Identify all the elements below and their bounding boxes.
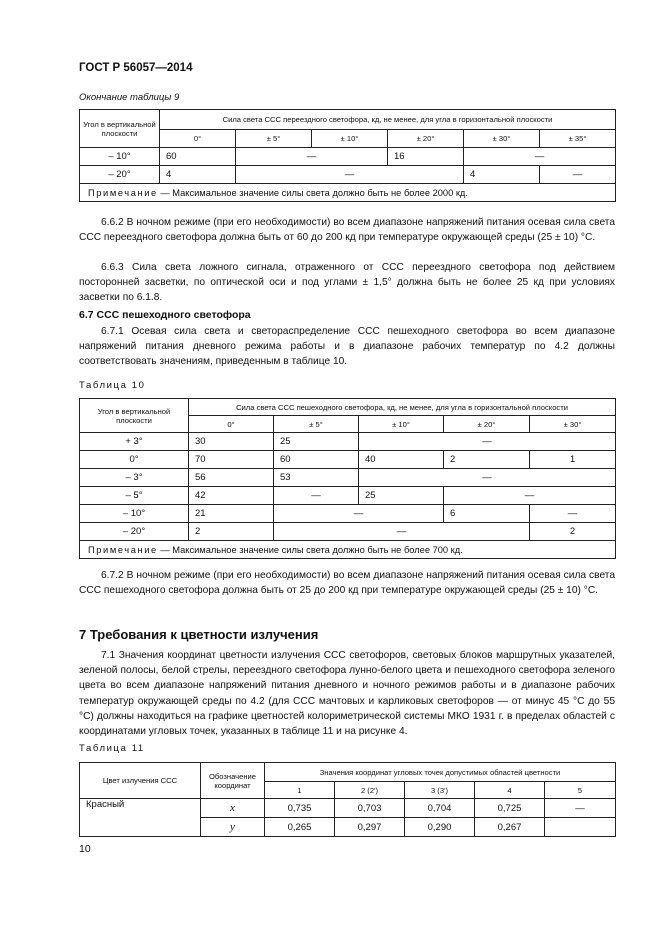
table9-angle-header: 0° [160,130,236,148]
table10-angle-header: ± 20° [444,416,530,433]
table10-dash-cell: — [359,433,616,451]
table11-point-header: 5 [545,782,616,799]
table11-value-cell: 0,703 [335,799,405,818]
table11-caption: Таблица 11 [79,743,145,754]
table11-point-header: 3 (3′) [405,782,475,799]
table11-value-cell: 0,290 [405,818,475,837]
section-heading-6-7: 6.7 ССС пешеходного светофора [79,309,251,321]
table10-dash-cell: — [274,523,530,541]
table11-value-cell: — [545,799,616,818]
table11-coord-cell: x [201,799,265,818]
table9-value-cell: — [540,166,616,184]
table9-note [80,184,616,202]
table11-point-header: 1 [265,782,335,799]
table10-value-cell: 30 [189,433,274,451]
table10-value-cell: 25 [359,487,444,505]
table10-value-cell: 56 [189,469,274,487]
table11-group-header: Значения координат угловых точек допустимых областей цветности [265,763,616,782]
table10-angle-header: ± 5° [274,416,359,433]
table10-value-cell: 25 [274,433,359,451]
table10-value-cell: 40 [359,451,444,469]
table9-dash-cell: — [464,148,616,166]
table10-value-cell: 1 [530,451,616,469]
table9-angle-header: ± 35° [540,130,616,148]
paragraph-6-6-2: 6.6.2 В ночном режиме (при его необходимости) во всем диапазоне напряжений питания осевая сила света ССС переездного светофора должна быть от 60 до 200 кд при температуре окружающей среды (25 ± 10) °С. [79,217,615,244]
table11-coord-cell: y [201,818,265,837]
note-label: Примечание [88,187,158,198]
table10-angle-cell: – 20° [80,523,189,541]
table-row [80,799,616,818]
table10-dash-cell: — [274,505,444,523]
table9-dash-cell: — [236,148,388,166]
table10-value-cell: 2 [444,451,530,469]
table10-value-cell: 6 [444,505,530,523]
table9-angle-header: ± 30° [464,130,540,148]
table-row [80,166,616,184]
note-text: — Максимальное значение силы света должно быть не более 2000 кд. [157,187,468,198]
table10-value-cell: 2 [189,523,274,541]
table9-value-cell: 4 [160,166,236,184]
table10-value-cell: 42 [189,487,274,505]
table11-value-cell: 0,265 [265,818,335,837]
table-9 [79,109,616,202]
table11-value-cell: 0,725 [475,799,545,818]
paragraph-7-1: 7.1 Значения координат цветности излучения ССС светофоров, световых блоков маршрутных указателей, зеленой полосы, белой стрелы, переездного светофора лунно-белого цвета и пешеходного светофора зеленого цвета во всем диапазоне напряжений питания дневного и ночного режимов работы и в диапазоне рабочих температур окружающей среды по 4.2 (для ССС мачтовых и карликовых светофоров — от минус 45 °С до 55 °С) должны находиться на графике цветностей колориметрической системы МКО 1931 г. в пределах областей с координатами угловых точек, указанных в таблице 11 и на рисунке 4. [79,650,615,738]
table-row [80,523,616,541]
table9-caption: Окончание таблицы 9 [79,92,180,103]
table11-col1-header: Цвет излучения ССС [80,763,201,799]
table10-angle-cell: 0° [80,451,189,469]
table10-value-cell: — [274,487,359,505]
table10-angle-header: 0° [189,416,274,433]
table10-dash-cell: — [359,469,616,487]
table9-angle-cell: – 10° [80,148,160,166]
table10-angle-cell: + 3° [80,433,189,451]
paragraph-6-6-3: 6.6.3 Сила света ложного сигнала, отраженного от ССС переездного светофора под действием посторонней засветки, по оптической оси и под углами ± 1,5° должна быть не более 25 кд при условиях засветки по 6.1.8. [79,262,615,304]
table10-dash-cell: — [444,487,616,505]
table11-color-cell: Красный [80,799,201,837]
table-row [80,148,616,166]
table10-angle-cell: – 10° [80,505,189,523]
table9-group-header: Сила света ССС переездного светофора, кд, не менее, для угла в горизонтальной плоскости [160,110,616,130]
table10-note [80,541,616,559]
table10-value-cell: — [530,505,616,523]
table11-value-cell [545,818,616,837]
table9-value-cell: 16 [388,148,464,166]
document-header: ГОСТ Р 56057—2014 [79,62,193,74]
table9-value-cell: 4 [464,166,540,184]
table-11 [79,762,616,837]
table11-value-cell: 0,267 [475,818,545,837]
table11-value-cell: 0,297 [335,818,405,837]
table10-value-cell: 21 [189,505,274,523]
table10-angle-cell: – 3° [80,469,189,487]
table10-value-cell: 53 [274,469,359,487]
section-heading-7: 7 Требования к цветности излучения [79,627,319,642]
table11-col2-header: Обозначение координат [201,763,265,799]
table10-angle-header: ± 30° [530,416,616,433]
paragraph-6-7-2: 6.7.2 В ночном режиме (при его необходимости) во всем диапазоне напряжений питания осевая сила света ССС пешеходного светофора должна быть от 25 до 200 кд при температуре окружающей среды (25 ± 10) °С. [79,570,615,597]
note-text: — Максимальное значение силы света должно быть не более 700 кд. [157,544,463,555]
table9-dash-cell: — [236,166,464,184]
table9-angle-header: ± 10° [312,130,388,148]
table9-col1-header: Угол в вертикальной плоскости [80,110,160,148]
table-row [80,469,616,487]
table10-group-header: Сила света ССС пешеходного светофора, кд, не менее, для угла в горизонтальной плоскости [189,399,616,416]
table-row [80,433,616,451]
table11-value-cell: 0,704 [405,799,475,818]
table11-value-cell: 0,735 [265,799,335,818]
table9-angle-header: ± 5° [236,130,312,148]
note-label: Примечание [88,544,158,555]
table10-value-cell: 70 [189,451,274,469]
table10-col1-header: Угол в вертикальной плоскости [80,399,189,433]
table-row [80,451,616,469]
table10-value-cell: 60 [274,451,359,469]
table10-caption: Таблица 10 [79,380,146,391]
table10-value-cell: 2 [530,523,616,541]
table10-angle-header: ± 10° [359,416,444,433]
table-row [80,487,616,505]
table9-angle-header: ± 20° [388,130,464,148]
table9-angle-cell: – 20° [80,166,160,184]
page-number: 10 [79,843,91,855]
table11-point-header: 2 (2′) [335,782,405,799]
table10-angle-cell: – 5° [80,487,189,505]
table-10 [79,398,616,559]
table-row [80,505,616,523]
paragraph-6-7-1: 6.7.1 Осевая сила света и светораспределение ССС пешеходного светофора во всем диапазоне напряжений питания дневного режима работы и в диапазоне рабочих температур по 4.2 должны соответствовать значениям, приведенным в таблице 10. [79,326,615,368]
table9-value-cell: 60 [160,148,236,166]
table11-point-header: 4 [475,782,545,799]
